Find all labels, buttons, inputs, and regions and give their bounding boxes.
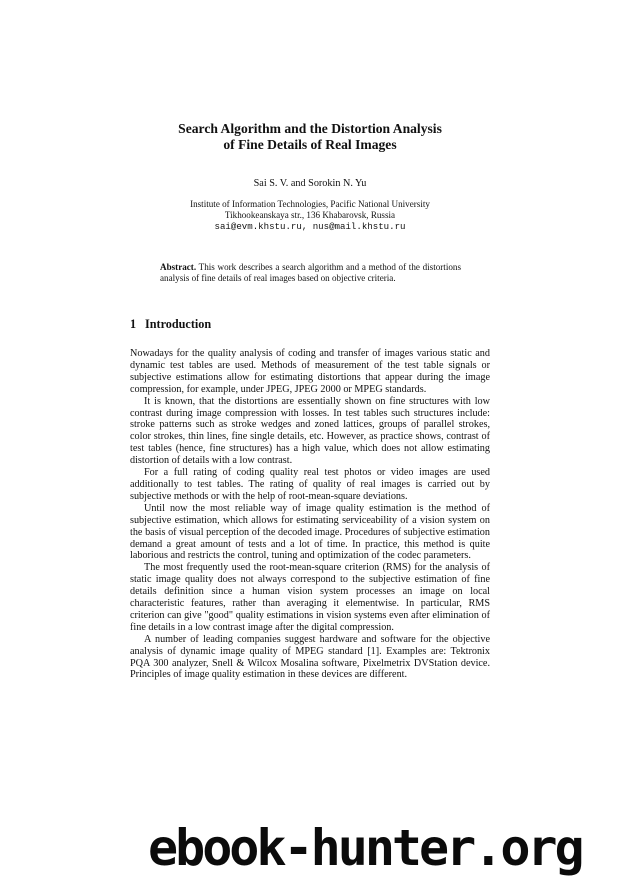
watermark-text: ebook-hunter.org	[148, 820, 582, 876]
section-heading	[130, 317, 211, 331]
abstract-text: This work describes a search algorithm and a method of the distortions analysis of fine details of real images based on objective criteria.	[160, 262, 461, 283]
affiliation	[0, 199, 620, 232]
title-line-2: of Fine Details of Real Images	[223, 137, 397, 152]
email-addresses: sai@evm.khstu.ru, nus@mail.khstu.ru	[214, 221, 406, 232]
paragraph: For a full rating of coding quality real test photos or video images are used additionally to test tables. The rating of quality of real images is carried out by subjective methods or with the help of root-mean-square deviations.	[130, 467, 490, 502]
paper-title	[0, 121, 620, 153]
affiliation-line-1: Institute of Information Technologies, Pacific National University	[190, 199, 430, 209]
section-number: 1	[130, 317, 137, 331]
section-body	[130, 348, 490, 681]
authors: Sai S. V. and Sorokin N. Yu	[253, 178, 367, 189]
paragraph: A number of leading companies suggest hardware and software for the objective analysis of dynamic image quality of MPEG standard [1]. Examples are: Tektronix PQA 300 analyzer, Snell & Wilcox Mosalina software, Pixelmetrix DVStation device. Principles of image quality estimation in these devices are different.	[130, 633, 490, 681]
paragraph: The most frequently used the root-mean-square criterion (RMS) for the analysis of static image quality does not always correspond to the subjective estimation of fine details definition since a human vision system processes an image on local characteristic features, rather than averaging it elementwise. In particular, RMS criterion can give "good" quality estimations in vision systems even after elimination of fine details in a low contrast image after the digital compression.	[130, 562, 490, 633]
abstract-label: Abstract.	[160, 262, 197, 272]
paragraph: Until now the most reliable way of image quality estimation is the method of subjective estimation, which allows for estimating serviceability of a vision system on the basis of visual perception of the decoded image. Procedures of subjective estimation demand a great amount of tests and a lot of time. In practice, this method is quite laborious and restricts the control, tuning and optimization of the codec parameters.	[130, 502, 490, 562]
paragraph: Nowadays for the quality analysis of coding and transfer of images various static and dynamic test tables are used. Methods of measurement of the test table signals or subjective estimations allow for estimating distortions that appear during the image compression, for example, under JPEG, JPEG 2000 or MPEG standards.	[130, 348, 490, 395]
paragraph: It is known, that the distortions are essentially shown on fine structures with low contrast during image compression with losses. In test tables such structures include: stroke patterns such as stroke wedges and zoned lattices, groups of parallel strokes, color strokes, thin lines, fine single details, etc. However, as practice shows, contrast of test tables (hence, fine structures) has a high value, which does not allow estimating distortion of details with a low contrast.	[130, 395, 490, 467]
affiliation-line-2: Tikhookeanskaya str., 136 Khabarovsk, Russia	[224, 210, 396, 220]
section-title: Introduction	[145, 317, 212, 331]
abstract	[160, 262, 461, 284]
title-line-1: Search Algorithm and the Distortion Analysis	[178, 121, 442, 136]
